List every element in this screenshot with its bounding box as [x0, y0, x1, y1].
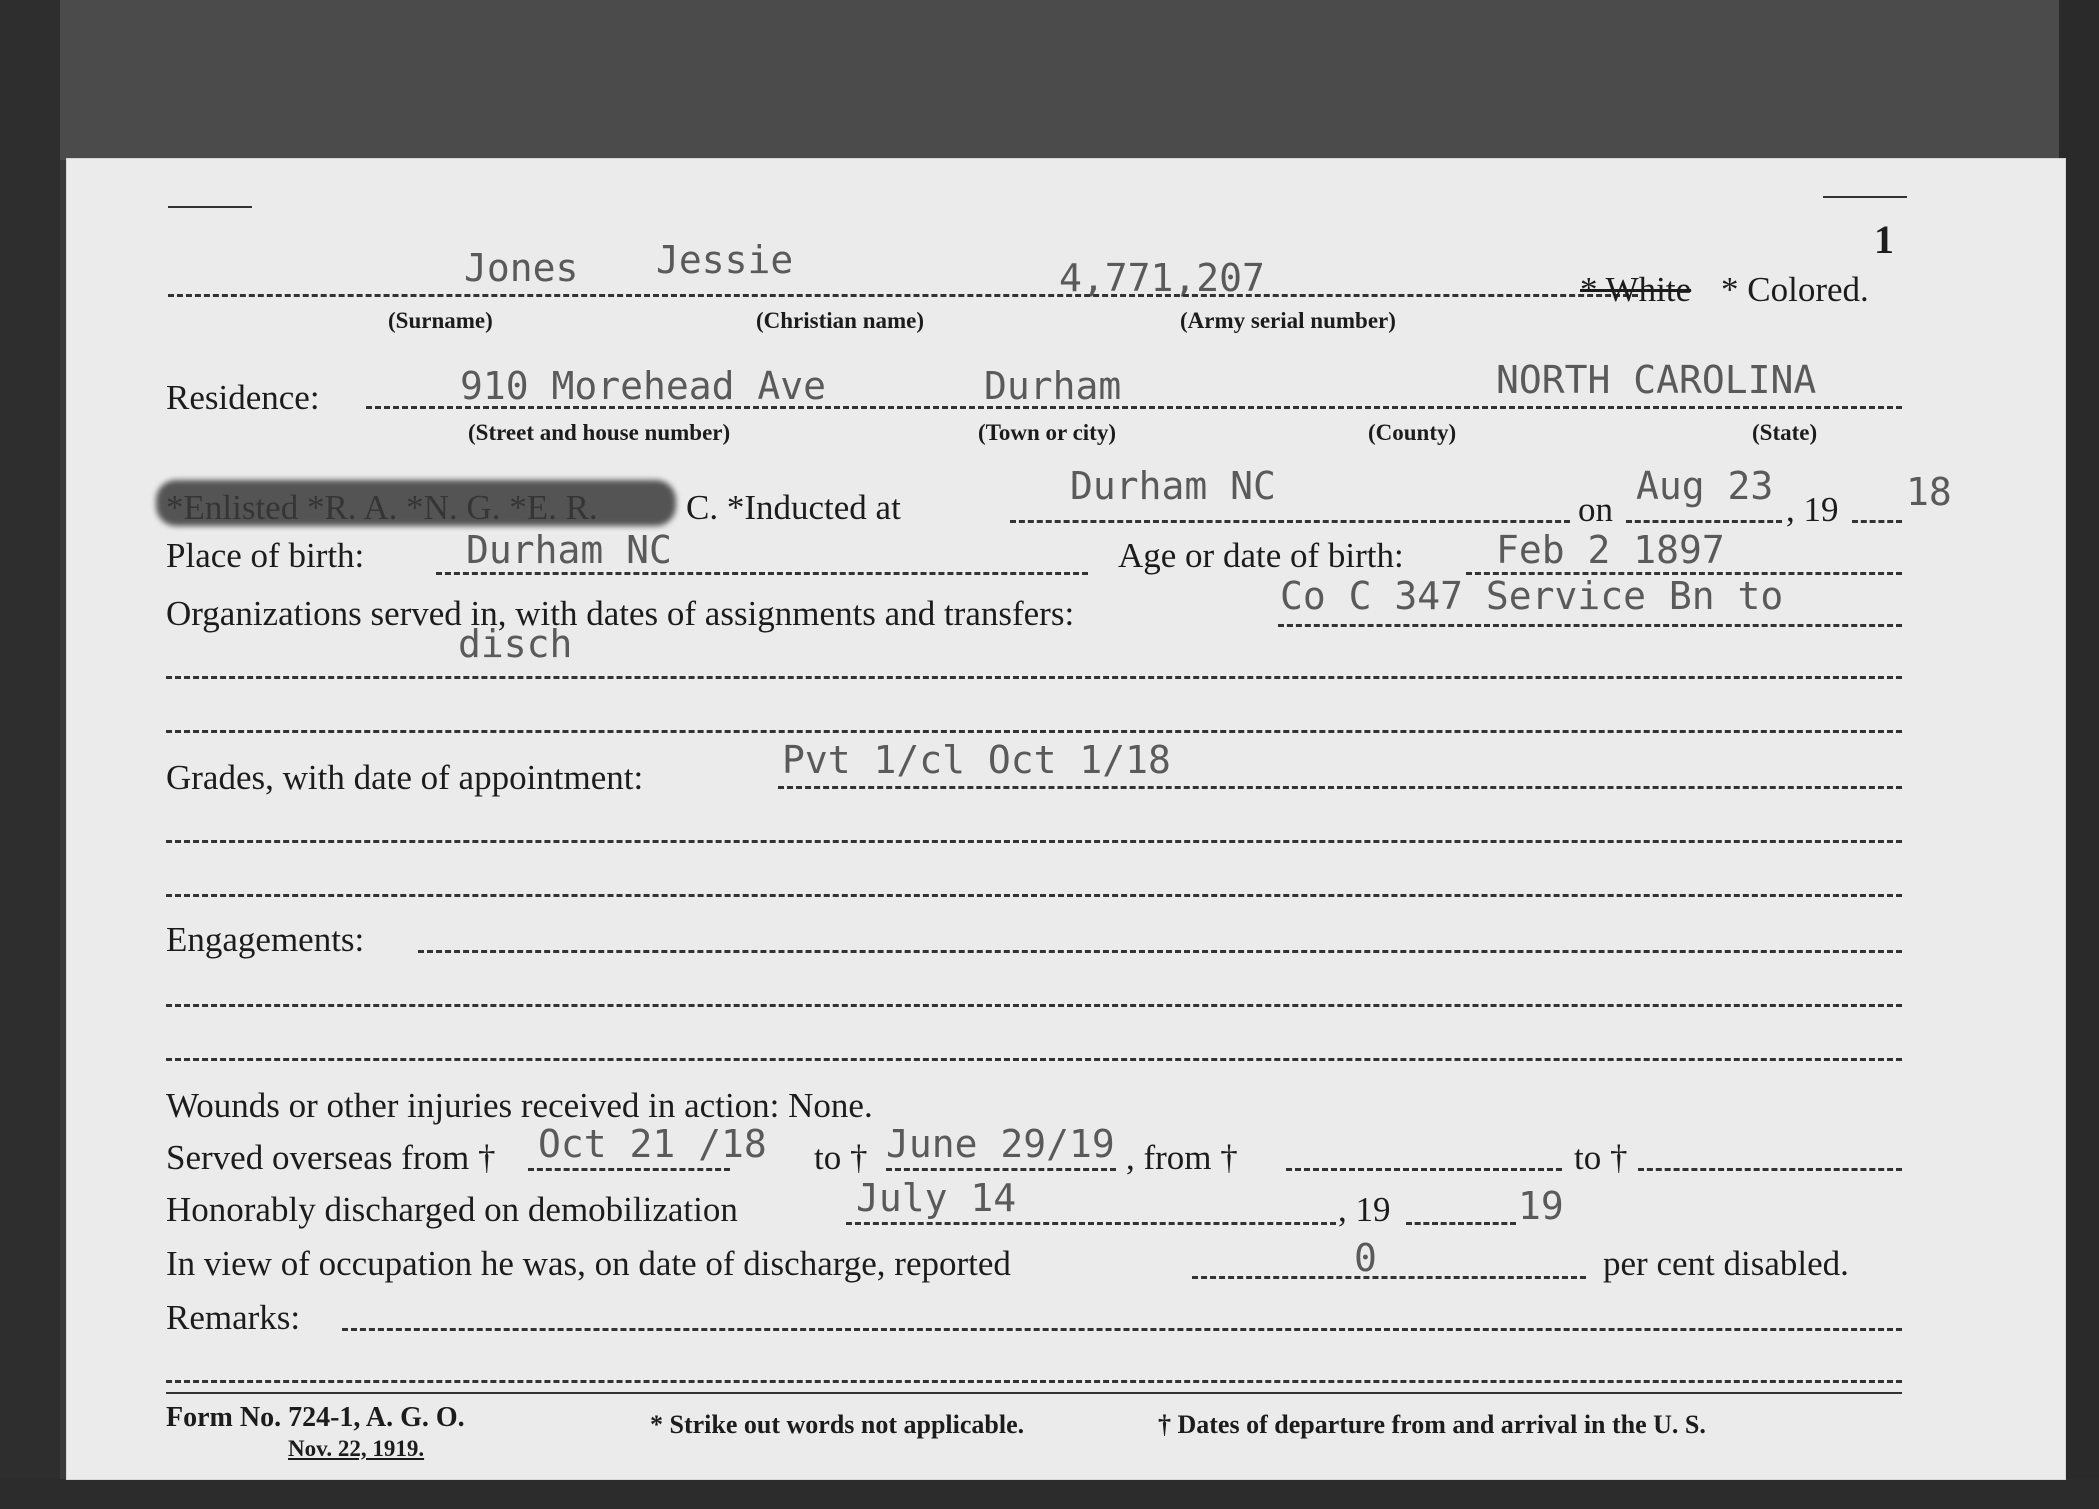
occupation-label: In view of occupation he was, on date of discharge, reported	[166, 1244, 1011, 1283]
scan-background-top	[0, 0, 2099, 160]
organizations-line-3	[166, 730, 1902, 733]
city-caption: (Town or city)	[978, 420, 1116, 445]
city-value: Durham	[984, 364, 1122, 408]
discharge-year-line	[1406, 1222, 1516, 1225]
overseas-from-value: Oct 21 /18	[538, 1122, 767, 1166]
form-date: Nov. 22, 1919.	[288, 1436, 425, 1461]
overseas-from2-label: , from †	[1126, 1138, 1238, 1177]
overseas-to2-line	[1638, 1168, 1902, 1171]
overseas-from-line	[528, 1168, 730, 1171]
organizations-label: Organizations served in, with dates of assignments and transfers:	[166, 594, 1075, 633]
remarks-label: Remarks:	[166, 1298, 301, 1337]
discharge-date-value: July 14	[856, 1176, 1017, 1220]
residence-line	[366, 406, 1902, 409]
inducted-date-value: Aug 23	[1636, 464, 1774, 508]
grades-line-1	[778, 786, 1902, 789]
race-white-option: * White	[1580, 270, 1692, 309]
service-record-card	[66, 158, 2066, 1480]
inducted-place-value: Durham NC	[1070, 464, 1276, 508]
overseas-from2-line	[1286, 1168, 1562, 1171]
race-colored-option: * Colored.	[1721, 270, 1869, 309]
inducted-label: C. *Inducted at	[686, 488, 901, 527]
inducted-year-line	[1852, 520, 1902, 523]
strike-note: * Strike out words not applicable.	[650, 1410, 1025, 1439]
organizations-line-2	[166, 676, 1902, 679]
grades-line-3	[166, 894, 1902, 897]
remarks-line-1	[342, 1328, 1902, 1331]
card-number: 1	[1874, 217, 1894, 262]
form-number: Form No. 724-1, A. G. O.	[166, 1402, 465, 1433]
scan-background-left	[0, 0, 60, 1509]
serial-number-value: 4,771,207	[1059, 256, 1265, 300]
remarks-line-2	[166, 1380, 1902, 1383]
surname-caption: (Surname)	[388, 308, 493, 333]
dagger-note: † Dates of departure from and arrival in the U. S.	[1158, 1410, 1706, 1439]
overseas-label: Served overseas from †	[166, 1138, 496, 1177]
disabled-percent-line	[1192, 1276, 1586, 1279]
overseas-to2-label: to †	[1574, 1138, 1628, 1177]
organizations-value-line1: Co C 347 Service Bn to	[1280, 574, 1784, 618]
overseas-to-label: to †	[814, 1138, 868, 1177]
birthplace-line	[436, 572, 1088, 575]
grades-label: Grades, with date of appointment:	[166, 758, 644, 797]
age-label: Age or date of birth:	[1118, 536, 1404, 575]
scan-background-bottom	[0, 1479, 2099, 1509]
inducted-year-prefix: , 19	[1786, 490, 1839, 529]
residence-label: Residence:	[166, 378, 320, 417]
discharge-label: Honorably discharged on demobilization	[166, 1190, 738, 1229]
organizations-value-line2: disch	[458, 622, 573, 666]
engagements-line-2	[166, 1004, 1902, 1007]
grades-value: Pvt 1/cl Oct 1/18	[782, 738, 1171, 782]
grades-line-2	[166, 840, 1902, 843]
birthplace-value: Durham NC	[466, 528, 672, 572]
street-caption: (Street and house number)	[468, 420, 731, 445]
disabled-suffix: per cent disabled.	[1603, 1244, 1849, 1283]
discharge-year-prefix: , 19	[1338, 1190, 1391, 1229]
disabled-percent-value: 0	[1354, 1236, 1377, 1280]
engagements-line-1	[418, 950, 1902, 953]
christian-name-value: Jessie	[656, 238, 794, 282]
birth-date-value: Feb 2 1897	[1496, 528, 1725, 572]
engagements-label: Engagements:	[166, 920, 365, 959]
name-line	[168, 294, 1638, 297]
corner-rule-right	[1823, 196, 1907, 198]
on-label: on	[1578, 490, 1613, 529]
overseas-to-value: June 29/19	[886, 1122, 1115, 1166]
surname-value: Jones	[464, 246, 579, 290]
footer-rule	[166, 1392, 1902, 1394]
overseas-to-line	[886, 1168, 1116, 1171]
wounds-label: Wounds or other injuries received in action: None.	[166, 1086, 873, 1125]
organizations-line-1	[1278, 624, 1902, 627]
state-value: NORTH CAROLINA	[1496, 358, 1817, 402]
discharge-date-line	[846, 1222, 1336, 1225]
inducted-place-line	[1010, 520, 1570, 523]
christian-name-caption: (Christian name)	[756, 308, 925, 333]
corner-rule-left	[168, 206, 252, 208]
engagements-line-3	[166, 1058, 1902, 1061]
inducted-year-value: 18	[1906, 470, 1952, 514]
birthplace-label: Place of birth:	[166, 536, 365, 575]
street-value: 910 Morehead Ave	[460, 364, 827, 408]
state-caption: (State)	[1752, 420, 1818, 445]
discharge-year-value: 19	[1518, 1184, 1564, 1228]
ink-smudge	[156, 480, 676, 526]
serial-number-caption: (Army serial number)	[1180, 308, 1396, 333]
county-caption: (County)	[1368, 420, 1457, 445]
inducted-date-line	[1626, 520, 1782, 523]
